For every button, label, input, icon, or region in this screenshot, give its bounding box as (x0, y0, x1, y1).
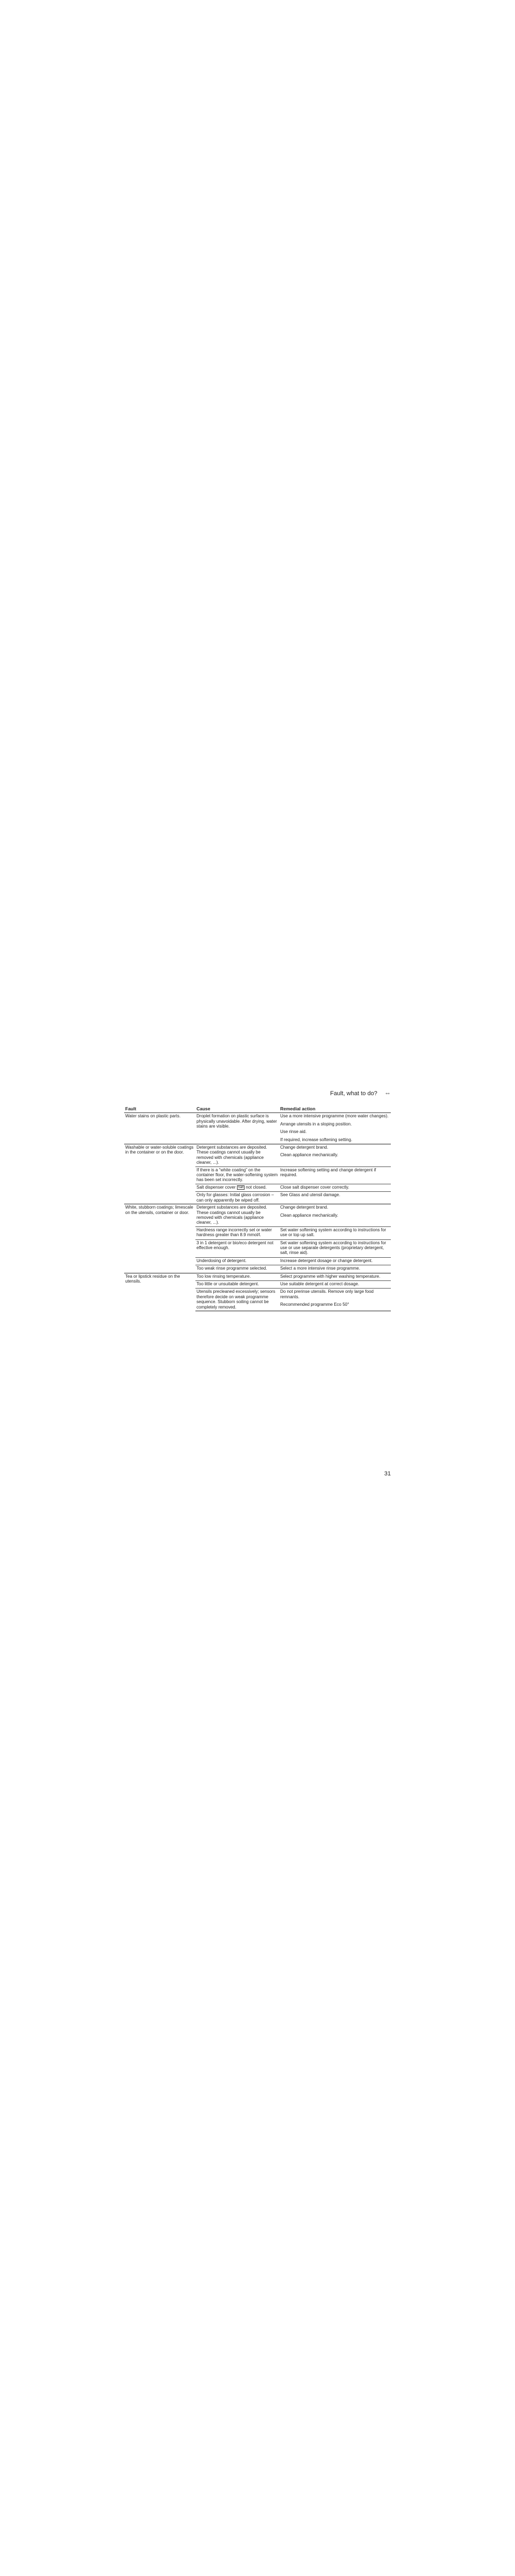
cause-cell: Hardness range incorrectly set or water hardness greater than 8.9 mmol/l. (195, 1226, 279, 1239)
table-row (124, 1273, 391, 1280)
cause-cell: If there is a “white coating” on the container floor, the water-softening system has been set incorrectly. (195, 1166, 279, 1184)
remedy-cell (279, 1273, 391, 1280)
remedy-line: Do not prerinse utensils. Remove only large food remnants. (280, 1289, 374, 1299)
cause-cell: Detergent substances are deposited. These coatings cannot usually be removed with chemicals (appliance cleaner, ...). (195, 1204, 279, 1227)
table-header-row (124, 1106, 391, 1113)
remedy-cell (279, 1204, 391, 1227)
remedy-cell (279, 1166, 391, 1184)
cause-cell (195, 1184, 279, 1191)
remedy-line: Select programme with higher washing temperature. (280, 1273, 381, 1279)
remedy-cell (279, 1113, 391, 1144)
remedy-line: Recommended programme Eco 50° (280, 1302, 349, 1307)
column-header-remedial-action: Remedial action (279, 1106, 391, 1113)
table-body (124, 1113, 391, 1311)
remedy-cell (279, 1257, 391, 1265)
remedy-line: If required, increase softening setting. (280, 1137, 353, 1142)
remedy-line: See Glass and utensil damage. (280, 1192, 341, 1198)
fault-cell: White, stubborn coatings; limescale on the utensils, container or door. (124, 1204, 195, 1273)
remedy-line: Change detergent brand. (280, 1145, 328, 1150)
remedy-line: Clean appliance mechanically. (280, 1152, 338, 1158)
column-header-cause: Cause (195, 1106, 279, 1113)
remedy-cell (279, 1265, 391, 1273)
fault-cell: Water stains on plastic parts. (124, 1113, 195, 1144)
cause-cell: Too little or unsuitable detergent. (195, 1280, 279, 1288)
double-arrow-icon: ⇔ (384, 1089, 391, 1097)
remedy-cell (279, 1184, 391, 1191)
cause-text: Salt dispenser cover (196, 1184, 237, 1190)
column-header-fault: Fault (124, 1106, 195, 1113)
table-row (124, 1144, 391, 1167)
fault-cell: Tea or lipstick residue on the utensils. (124, 1273, 195, 1311)
table-row (124, 1204, 391, 1227)
remedy-cell (279, 1144, 391, 1167)
remedy-line: Change detergent brand. (280, 1205, 328, 1210)
remedy-line: Increase detergent dosage or change detergent. (280, 1258, 373, 1263)
cause-cell: Detergent substances are deposited. These coatings cannot usually be removed with chemicals (appliance cleaner, ...). (195, 1144, 279, 1167)
cause-text: not closed. (245, 1184, 267, 1190)
remedy-line: Close salt dispenser cover correctly. (280, 1184, 349, 1190)
cause-cell: Droplet formation on plastic surface is physically unavoidable. After drying, water stains are visible. (195, 1113, 279, 1144)
remedy-cell (279, 1226, 391, 1239)
remedy-line: Select a more intensive rinse programme. (280, 1266, 361, 1271)
page-number: 31 (384, 1471, 391, 1477)
fault-table (124, 1106, 391, 1311)
remedy-line: Set water softening system according to instructions for use or top up salt. (280, 1227, 387, 1238)
cause-cell: Only for glasses: Initial glass corrosion – can only apparently be wiped off. (195, 1192, 279, 1204)
remedy-cell (279, 1239, 391, 1257)
remedy-line: Use suitable detergent at correct dosage. (280, 1281, 360, 1286)
remedy-cell (279, 1289, 391, 1311)
cause-cell: Underdosing of detergent. (195, 1257, 279, 1265)
remedy-line: Increase softening setting and change detergent if required. (280, 1167, 376, 1178)
remedy-cell (279, 1192, 391, 1204)
cause-cell: Utensils precleaned excessively; sensors therefore decide on weak programme sequence. Stubborn soiling cannot be completely removed. (195, 1289, 279, 1311)
remedy-line: Use rinse aid. (280, 1129, 307, 1135)
remedy-line: Use a more intensive programme (more water changes). (280, 1114, 389, 1119)
salt-symbol-icon: Salt (238, 1185, 244, 1189)
cause-cell: Too low rinsing temperature. (195, 1273, 279, 1280)
page-header (124, 1089, 391, 1097)
remedy-cell (279, 1280, 391, 1288)
cause-cell: Too weak rinse programme selected. (195, 1265, 279, 1273)
fault-cell: Washable or water-soluble coatings in the container or on the door. (124, 1144, 195, 1204)
remedy-line: Set water softening system according to instructions for use or use separate detergents (proprietary detergent, salt, rinse aid). (280, 1240, 387, 1256)
section-title: Fault, what to do? (330, 1090, 377, 1097)
remedy-line: Clean appliance mechanically. (280, 1212, 338, 1218)
remedy-line: Arrange utensils in a sloping position. (280, 1121, 352, 1127)
cause-cell: 3 in 1 detergent or bio/eco detergent not effective enough. (195, 1239, 279, 1257)
table-row (124, 1113, 391, 1144)
